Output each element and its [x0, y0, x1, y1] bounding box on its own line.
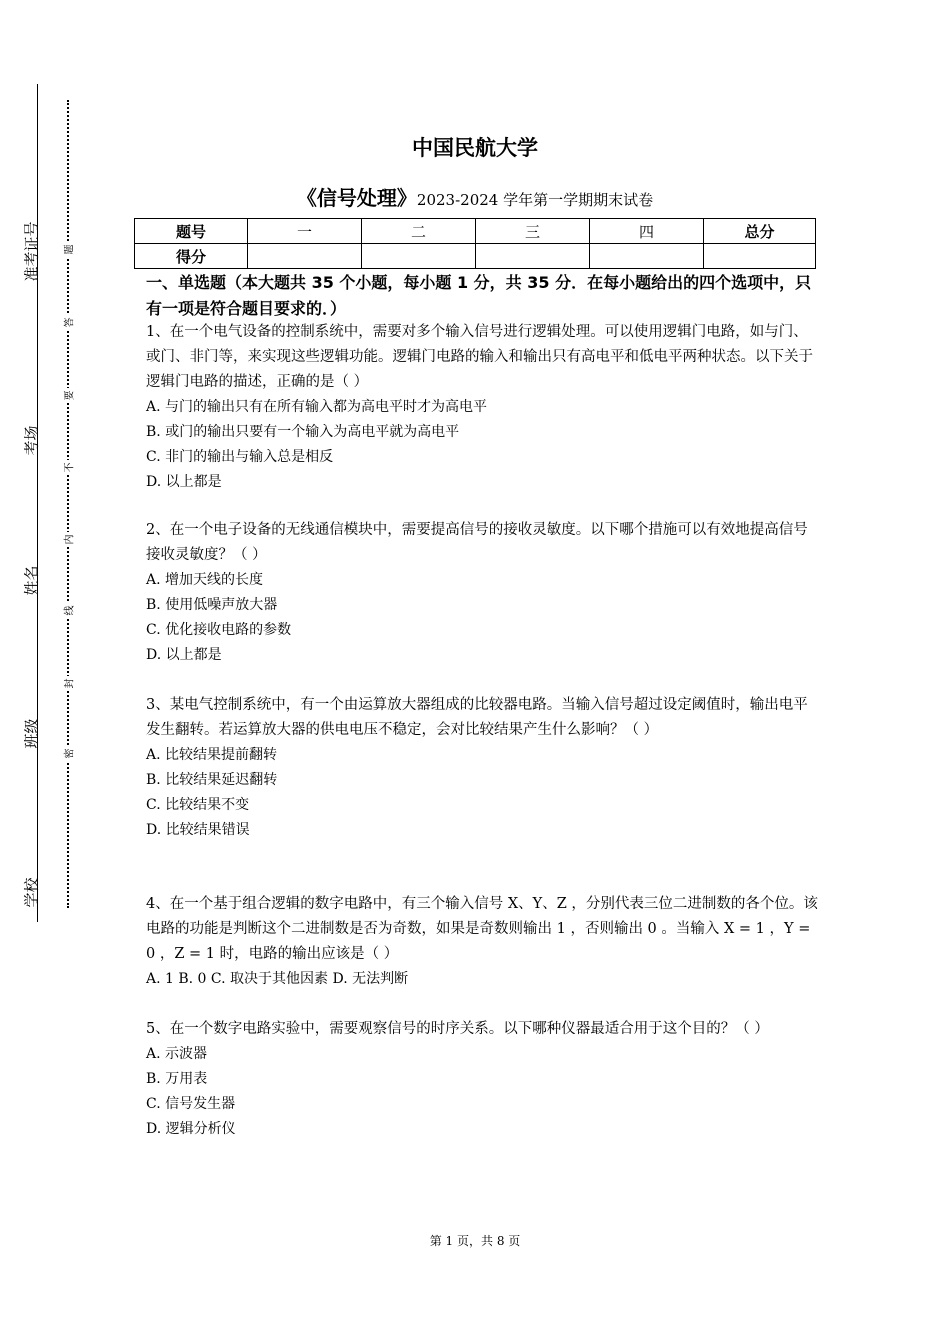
seal-mark: 答: [60, 315, 76, 330]
page-footer: 第 1 页，共 8 页: [429, 1234, 521, 1248]
question-4: [146, 892, 818, 992]
seal-mark: 密: [60, 746, 76, 761]
question-stem: 2、在一个电子设备的无线通信模块中，需要提高信号的接收灵敏度。以下哪个措施可以有效地提高信号接收灵敏度？（ ）: [146, 522, 808, 563]
course-name: 《信号处理》: [296, 186, 417, 210]
question-stem: 4、在一个基于组合逻辑的数字电路中，有三个输入信号 X、Y、Z ，分别代表三位二进制数的各个位。该电路的功能是判断这个二进制数是否为奇数，如果是奇数则输出 1 ，否则输出 0 。当输入 X = 1 ，Y = 0 ，Z = 1 时，电路的输出应该是（ ）: [146, 896, 818, 962]
exam-subtitle: [0, 182, 950, 211]
question-stem: 3、某电气控制系统中，有一个由运算放大器组成的比较器电路。当输入信号超过设定阈值时，输出电平发生翻转。若运算放大器的供电电压不稳定，会对比较结果产生什么影响？（ ）: [146, 697, 808, 738]
option-a: A. 示波器: [146, 1046, 208, 1062]
option-c: C. 优化接收电路的参数: [146, 622, 292, 638]
seal-mark: 线: [60, 603, 76, 618]
option-a: A. 增加天线的长度: [146, 572, 264, 588]
score-cell: 得分: [135, 244, 248, 269]
score-table-header-row: [135, 219, 816, 244]
margin-dotted-line: [67, 100, 69, 908]
option-line: A. 1 B. 0 C. 取决于其他因素 D. 无法判断: [146, 971, 409, 987]
option-d: D. 比较结果错误: [146, 822, 250, 838]
score-input-cell: [704, 244, 816, 269]
score-input-cell: [362, 244, 476, 269]
option-a: A. 比较结果提前翻转: [146, 747, 278, 763]
margin-label-name: 姓名: [22, 565, 41, 596]
option-b: B. 使用低噪声放大器: [146, 597, 278, 613]
seal-mark: 题: [60, 242, 76, 257]
question-3: [146, 693, 818, 843]
seal-mark: 内: [60, 532, 76, 547]
margin-label-class: 班级: [22, 718, 41, 749]
score-cell: 总分: [704, 219, 816, 244]
option-c: C. 比较结果不变: [146, 797, 250, 813]
score-input-cell: [248, 244, 362, 269]
option-a: A. 与门的输出只有在所有输入都为高电平时才为高电平: [146, 399, 488, 415]
question-stem: 1、在一个电气设备的控制系统中，需要对多个输入信号进行逻辑处理。可以使用逻辑门电路，如与门、或门、非门等，来实现这些逻辑功能。逻辑门电路的输入和输出只有高电平和低电平两种状态。以下关于逻辑门电路的描述，正确的是（ ）: [146, 324, 813, 390]
option-b: B. 或门的输出只要有一个输入为高电平就为高电平: [146, 424, 460, 440]
score-cell: 二: [362, 219, 476, 244]
option-b: B. 比较结果延迟翻转: [146, 772, 278, 788]
question-5: [146, 1017, 818, 1142]
margin-label-exam-room: 考场: [22, 425, 41, 456]
exam-term: 2023-2024 学年第一学期期末试卷: [416, 191, 654, 209]
option-d: D. 以上都是: [146, 474, 222, 490]
university-title: 中国民航大学: [412, 136, 538, 160]
seal-mark: 不: [60, 460, 76, 475]
margin-label-exam-number: 准考证号: [22, 221, 41, 282]
score-cell: 一: [248, 219, 362, 244]
seal-mark: 封: [60, 676, 76, 691]
score-table-score-row: [135, 244, 816, 269]
score-cell: 三: [476, 219, 590, 244]
score-input-cell: [476, 244, 590, 269]
score-input-cell: [590, 244, 704, 269]
question-1: [146, 320, 818, 495]
question-stem: 5、在一个数字电路实验中，需要观察信号的时序关系。以下哪种仪器最适合用于这个目的？（ ）: [146, 1021, 769, 1037]
section-heading: 一、单选题（本大题共 35 个小题，每小题 1 分，共 35 分．在每小题给出的四个选项中，只有一项是符合题目要求的．）: [146, 273, 812, 318]
option-d: D. 以上都是: [146, 647, 222, 663]
option-b: B. 万用表: [146, 1071, 208, 1087]
seal-mark: 要: [60, 388, 76, 403]
score-table: [134, 218, 816, 269]
score-cell: 题号: [135, 219, 248, 244]
option-d: D. 逻辑分析仪: [146, 1121, 236, 1137]
score-cell: 四: [590, 219, 704, 244]
margin-label-school: 学校: [22, 877, 41, 908]
option-c: C. 信号发生器: [146, 1096, 236, 1112]
option-c: C. 非门的输出与输入总是相反: [146, 449, 334, 465]
question-2: [146, 518, 818, 668]
